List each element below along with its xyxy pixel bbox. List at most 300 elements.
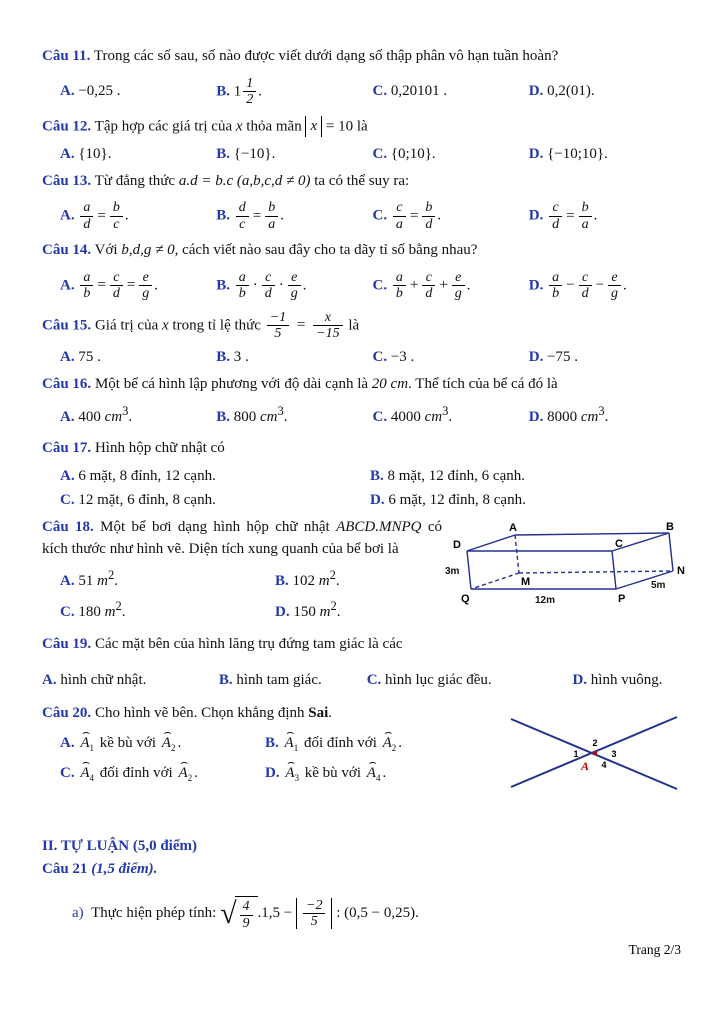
- vertex-label-m: M: [521, 575, 531, 588]
- vertex-label-n: N: [677, 564, 685, 577]
- option-d: [529, 270, 685, 302]
- angle-symbol: ⌢ $A_1$: [285, 735, 299, 753]
- whole-part: 1: [233, 83, 242, 100]
- vertex-label-q: Q: [461, 592, 470, 605]
- question-body: Tập hợp các giá trị của: [94, 117, 233, 134]
- fraction: $\frac{e}{g}$: [452, 270, 465, 302]
- option-value: −75 .: [547, 349, 579, 366]
- operator: ·: [252, 277, 258, 294]
- option-value: 75 .: [78, 349, 101, 366]
- question-19: [42, 634, 685, 689]
- numerator: 1: [246, 75, 254, 91]
- option-b: [216, 349, 372, 366]
- unit: m: [319, 604, 331, 621]
- option-value: 6 mặt, 8 đỉnh, 12 cạnh.: [78, 467, 216, 484]
- equals-sign: =: [566, 207, 575, 224]
- fraction: $\frac{c}{d}$: [549, 200, 562, 232]
- option-value: hình chữ nhật.: [60, 672, 147, 689]
- unit: cm: [260, 409, 278, 426]
- angle-number-2: 2: [592, 738, 598, 749]
- fraction: $\frac{e}{g}$: [608, 270, 621, 302]
- option-c: [60, 492, 370, 509]
- option-label: C.: [372, 83, 388, 100]
- question-12: [42, 116, 685, 163]
- unit: m: [97, 573, 108, 590]
- option-b: [370, 468, 685, 485]
- question-text: [42, 374, 685, 396]
- relation-text: đối đỉnh với: [99, 764, 173, 781]
- exponent: 3: [442, 404, 449, 419]
- denominator: 2: [243, 91, 256, 107]
- tail: .: [593, 207, 598, 224]
- option-label: B.: [218, 672, 233, 689]
- fraction: $\frac{-1}{5}$: [267, 310, 289, 342]
- option-label: B.: [216, 409, 231, 426]
- unit: cm: [104, 409, 123, 426]
- tail: .: [623, 277, 627, 294]
- option-value: −3 .: [390, 349, 415, 366]
- fraction: $\frac{a}{b}$: [80, 270, 93, 302]
- radical-sign: √: [220, 896, 237, 930]
- question-text: [42, 240, 685, 262]
- tail: .: [280, 207, 284, 224]
- option-label: D.: [528, 409, 544, 426]
- option-a: [60, 568, 275, 590]
- option-b: [216, 200, 372, 232]
- option-label: B.: [216, 277, 231, 294]
- question-16: [42, 374, 685, 426]
- value: 800: [233, 409, 257, 426]
- question-number: Câu 11.: [42, 48, 91, 64]
- option-label: B.: [265, 734, 279, 751]
- option-label: A.: [60, 467, 75, 484]
- math-var: x: [235, 117, 243, 134]
- option-b: [216, 146, 372, 163]
- fraction: $\frac{e}{g}$: [288, 270, 301, 302]
- angle-symbol: ⌢ $A_3$: [285, 765, 299, 783]
- option-label: B.: [216, 207, 231, 224]
- vertex-label: A: [580, 759, 590, 774]
- angle-symbol: ⌢ $A_4$: [367, 765, 381, 783]
- question-body: .: [328, 705, 333, 722]
- option-a: [60, 83, 216, 100]
- square-root: [220, 896, 257, 931]
- unit: cm: [424, 409, 443, 426]
- option-value: {−10}.: [233, 145, 276, 162]
- unit: m: [318, 573, 330, 590]
- question-18: [42, 517, 685, 630]
- question-body: có kích thước như hình vẽ. Diện tích xung quanh của bể bơi là: [42, 518, 443, 557]
- option-c: [373, 83, 529, 100]
- vertex-label-b: B: [666, 520, 674, 533]
- fraction: $\frac{c}{d}$: [579, 270, 592, 302]
- question-body: Cho hình vẽ bên. Chọn khẳng định: [94, 705, 309, 722]
- question-number: Câu 16.: [42, 376, 92, 393]
- math-var: x: [310, 117, 318, 134]
- value: 8000: [547, 409, 578, 426]
- angle-number-3: 3: [611, 749, 617, 760]
- tail: .: [335, 573, 340, 590]
- options-row: [42, 404, 685, 426]
- question-body: là: [356, 117, 368, 134]
- emphasis-word: Sai: [308, 705, 329, 722]
- tail: .: [283, 409, 288, 426]
- question-text: [42, 310, 685, 342]
- tail: .: [121, 604, 126, 621]
- equation: = 10: [325, 117, 354, 134]
- vertex-point: [593, 751, 597, 755]
- option-label: D.: [265, 764, 280, 781]
- option-d: [370, 492, 685, 509]
- question-number: Câu 13.: [42, 172, 92, 189]
- equals-sign: =: [409, 207, 419, 224]
- value: 4000: [390, 409, 421, 426]
- operator: =: [126, 277, 136, 294]
- equals-sign: =: [296, 316, 306, 333]
- angle-symbol: ⌢ $A_2$: [383, 735, 397, 753]
- question-number: Câu 20.: [42, 705, 92, 722]
- math-var: x: [162, 316, 169, 333]
- crossing-lines-figure: [505, 707, 685, 802]
- fraction: $\frac{b}{a}$: [579, 200, 592, 232]
- tail: .: [154, 277, 159, 294]
- option-a: [60, 349, 216, 366]
- option-label: A.: [60, 277, 75, 294]
- question-21-heading: [42, 858, 685, 881]
- option-a: [60, 735, 265, 753]
- option-value: 0,20101 .: [390, 83, 448, 100]
- tail: .: [128, 409, 133, 426]
- question-number: Câu 17.: [42, 440, 92, 457]
- question-body: là: [348, 316, 360, 333]
- value: 51: [78, 573, 94, 590]
- option-a: [60, 146, 216, 163]
- option-b: [216, 404, 372, 426]
- option-label: A.: [42, 672, 57, 689]
- question-body: Các mặt bên của hình lăng trụ đứng tam giác là các: [94, 636, 403, 653]
- pool-box-figure: [445, 521, 685, 609]
- option-value: 8 mặt, 12 đỉnh, 6 cạnh.: [387, 467, 525, 484]
- crossing-lines-figure-wrap: [505, 703, 685, 807]
- angle-symbol: ⌢ $A_1$: [80, 735, 94, 753]
- exponent: 3: [277, 404, 284, 419]
- tail: .: [114, 573, 118, 590]
- option-label: C.: [60, 764, 75, 781]
- exponent: 3: [598, 404, 605, 419]
- option-label: C.: [372, 349, 388, 366]
- vertex-label-p: P: [618, 592, 626, 605]
- option-label: D.: [528, 207, 544, 224]
- vertex-label-a: A: [509, 521, 517, 534]
- question-body: Một bể cá hình lập phương với độ dài cạnh là: [94, 376, 369, 393]
- question-text: [42, 116, 685, 138]
- tail: .: [466, 277, 471, 294]
- question-body: Từ đẳng thức: [94, 172, 176, 189]
- options-grid: [42, 468, 685, 509]
- fraction: $\frac{a}{b}$: [549, 270, 562, 302]
- option-value: hình tam giác.: [236, 672, 322, 689]
- question-body: Một bể bơi dạng hình hộp chữ nhật: [100, 518, 330, 535]
- option-value: −0,25 .: [78, 83, 121, 100]
- option-label: C.: [372, 207, 388, 224]
- tail: .: [258, 83, 263, 100]
- option-label: D.: [528, 277, 544, 294]
- option-value: {−10;10}.: [547, 145, 608, 162]
- question-text: [42, 517, 442, 561]
- dimension-width: 5m: [651, 579, 666, 591]
- tail: .: [302, 277, 307, 294]
- question-body: Với: [94, 242, 118, 259]
- option-d: [529, 146, 685, 163]
- tail: .: [448, 409, 453, 426]
- option-label: D.: [528, 349, 544, 366]
- option-label: B.: [370, 467, 384, 484]
- exponent: 2: [107, 568, 115, 583]
- options-row: [42, 270, 685, 302]
- angle-number-1: 1: [573, 749, 579, 760]
- option-label: D.: [528, 83, 544, 100]
- option-label: D.: [572, 672, 588, 689]
- option-a: [60, 404, 216, 426]
- math-condition: b,d,g ≠ 0: [121, 242, 175, 259]
- question-body: . Thể tích của bể cá đó là: [408, 376, 558, 393]
- fraction: $\frac{a}{b}$: [393, 270, 406, 302]
- option-value: {10}.: [78, 145, 112, 162]
- option-label: B.: [275, 573, 289, 590]
- pool-box-figure-wrap: [445, 517, 685, 614]
- option-label: C.: [60, 491, 75, 508]
- option-c: [367, 672, 573, 689]
- tail: .: [604, 409, 609, 426]
- operator: =: [97, 277, 106, 294]
- question-20-text-column: [42, 703, 505, 791]
- fraction: $\frac{c}{d}$: [262, 270, 275, 302]
- fraction: $\frac{c}{d}$: [422, 270, 435, 302]
- option-label: D.: [275, 604, 290, 621]
- option-value: 6 mặt, 12 đỉnh, 8 cạnh.: [388, 491, 526, 508]
- solid-name: ABCD.MNPQ: [336, 518, 422, 535]
- option-b: [216, 270, 372, 302]
- relation-text: kề bù với: [304, 764, 362, 781]
- exponent: 3: [122, 404, 129, 419]
- question-14: [42, 240, 685, 302]
- question-15: [42, 310, 685, 367]
- option-label: C.: [372, 145, 388, 162]
- option-label: C.: [366, 672, 382, 689]
- tail: .: [336, 604, 341, 621]
- question-points: (1,5 điểm).: [91, 860, 158, 877]
- options-row: [42, 146, 685, 163]
- equals-sign: =: [252, 207, 262, 224]
- option-label: D.: [370, 491, 385, 508]
- value: 400: [78, 409, 101, 426]
- option-label: D.: [528, 145, 544, 162]
- fraction: $\frac{x}{-15}$: [313, 310, 342, 342]
- operator: −: [566, 277, 575, 294]
- option-b: [219, 672, 367, 689]
- exponent: 2: [115, 599, 122, 614]
- question-number: Câu 18.: [42, 518, 94, 535]
- option-b: [275, 568, 442, 590]
- question-18-text-column: [42, 517, 442, 630]
- option-label: A.: [60, 145, 75, 162]
- operator: +: [439, 277, 448, 294]
- option-value: {0;10}.: [390, 145, 436, 162]
- option-label: A.: [60, 734, 75, 751]
- option-c: [373, 146, 529, 163]
- option-label: A.: [60, 349, 75, 366]
- absolute-value: [296, 898, 332, 930]
- options-row: [42, 672, 685, 689]
- option-c: [373, 349, 529, 366]
- question-text: [42, 634, 685, 656]
- question-number: Câu 19.: [42, 636, 92, 653]
- question-number: Câu 21: [42, 860, 88, 877]
- option-c: [60, 599, 275, 621]
- option-label: A.: [60, 207, 75, 224]
- angle-symbol: ⌢ $A_2$: [178, 765, 192, 783]
- question-text: [42, 438, 685, 460]
- option-a: [60, 270, 216, 302]
- fraction: $\frac{a}{b}$: [236, 270, 249, 302]
- question-13: [42, 171, 685, 233]
- options-grid: [42, 568, 442, 621]
- tail: .: [382, 764, 387, 781]
- option-a: [60, 200, 216, 232]
- tail: .: [437, 207, 442, 224]
- page-footer: Trang 2/3: [628, 942, 681, 957]
- option-c: [373, 200, 529, 232]
- option-b: [265, 735, 505, 753]
- option-label: B.: [216, 83, 231, 100]
- option-c: [373, 270, 529, 302]
- option-d: [265, 765, 505, 783]
- math-value: 20 cm: [371, 376, 409, 393]
- option-c: [373, 404, 529, 426]
- option-label: C.: [60, 604, 75, 621]
- option-label: A.: [60, 409, 75, 426]
- math-expression: a.d = b.c: [178, 172, 234, 189]
- question-body: , cách viết nào sau đây cho ta dãy tỉ số bằng nhau?: [174, 242, 478, 259]
- question-number: Câu 12.: [42, 117, 92, 134]
- angle-symbol: ⌢ $A_4$: [80, 765, 94, 783]
- operator: ·: [278, 277, 284, 294]
- exponent: 2: [330, 599, 337, 614]
- option-d: [572, 672, 685, 689]
- question-body: thỏa mãn: [246, 117, 302, 134]
- radicand: [235, 896, 258, 931]
- value: 150: [293, 604, 316, 621]
- tail: .: [194, 764, 198, 781]
- question-body: ta có thể suy ra:: [314, 172, 410, 189]
- option-value: 0,2(01).: [547, 83, 595, 100]
- fraction: $\frac{d}{c}$: [236, 200, 249, 232]
- option-c: [60, 765, 265, 783]
- operator: +: [409, 277, 419, 294]
- value: 102: [292, 573, 316, 590]
- fraction: $\frac{4}{9}$: [240, 899, 253, 931]
- option-label: C.: [372, 277, 388, 294]
- math-condition: (a,b,c,d ≠ 0): [236, 172, 311, 189]
- dimension-height: 3m: [445, 565, 460, 577]
- option-d: [529, 349, 685, 366]
- angle-symbol: ⌢ $A_2$: [162, 735, 176, 753]
- option-a: [60, 468, 370, 485]
- unit: m: [104, 604, 116, 621]
- question-body: Giá trị của: [94, 316, 159, 333]
- exponent: 2: [329, 568, 336, 583]
- operator-text: .1,5 −: [257, 905, 293, 922]
- fraction: $\frac{b}{a}$: [265, 200, 278, 232]
- option-d: [529, 83, 685, 100]
- option-value: hình lục giác đều.: [385, 672, 492, 689]
- tail: .: [398, 734, 403, 751]
- option-value: 12 mặt, 6 đỉnh, 8 cạnh.: [78, 491, 216, 508]
- option-value: 3 .: [233, 349, 249, 366]
- part-text: Thực hiện phép tính:: [91, 905, 217, 922]
- question-text: [42, 46, 685, 68]
- vertex-label-d: D: [453, 538, 461, 551]
- fraction: $\frac{b}{c}$: [110, 200, 123, 232]
- question-body: Hình hộp chữ nhật có: [94, 440, 225, 457]
- question-17: [42, 438, 685, 509]
- options-row: [42, 200, 685, 232]
- relation-text: đối đỉnh với: [303, 734, 377, 751]
- options-grid: [42, 735, 505, 783]
- option-b: [216, 76, 372, 108]
- option-label: A.: [60, 83, 75, 100]
- option-label: B.: [216, 349, 231, 366]
- option-d: [529, 200, 685, 232]
- angle-number-4: 4: [601, 760, 607, 771]
- equals-sign: =: [97, 207, 106, 224]
- fraction: $\frac{c}{a}$: [393, 200, 406, 232]
- vertex-label-c: C: [615, 537, 623, 550]
- part-a: [72, 896, 685, 931]
- math-expression: [220, 896, 419, 931]
- dimension-length: 12m: [535, 594, 556, 606]
- section-2-title: II. TỰ LUẬN (5,0 điểm): [42, 838, 198, 855]
- option-label: A.: [60, 573, 75, 590]
- question-20: [42, 703, 685, 807]
- options-row: [42, 76, 685, 108]
- option-value: hình vuông.: [590, 672, 663, 689]
- options-row: [42, 349, 685, 366]
- option-d: [275, 599, 442, 621]
- relation-text: kề bù với: [99, 734, 157, 751]
- fraction: $\frac{e}{g}$: [139, 270, 152, 302]
- option-d: [529, 404, 685, 426]
- question-number: Câu 15.: [42, 316, 92, 333]
- operator: −: [595, 277, 605, 294]
- fraction: $\frac{c}{d}$: [110, 270, 123, 302]
- value: 180: [78, 604, 101, 621]
- fraction: [243, 76, 256, 108]
- question-text: [42, 703, 505, 725]
- question-body: Trong các số sau, số nào được viết dưới dạng số thập phân vô hạn tuần hoàn?: [93, 48, 559, 64]
- tail: .: [124, 207, 129, 224]
- tail: .: [177, 734, 182, 751]
- fraction: $\frac{b}{d}$: [422, 200, 435, 232]
- tail-text: : (0,5 − 0,25).: [336, 905, 419, 922]
- absolute-value: [305, 116, 322, 138]
- part-label: a): [72, 905, 84, 922]
- unit: cm: [580, 409, 599, 426]
- question-number: Câu 14.: [42, 242, 92, 259]
- option-label: C.: [372, 409, 388, 426]
- fraction: $\frac{a}{d}$: [80, 200, 93, 232]
- option-a: [42, 672, 219, 689]
